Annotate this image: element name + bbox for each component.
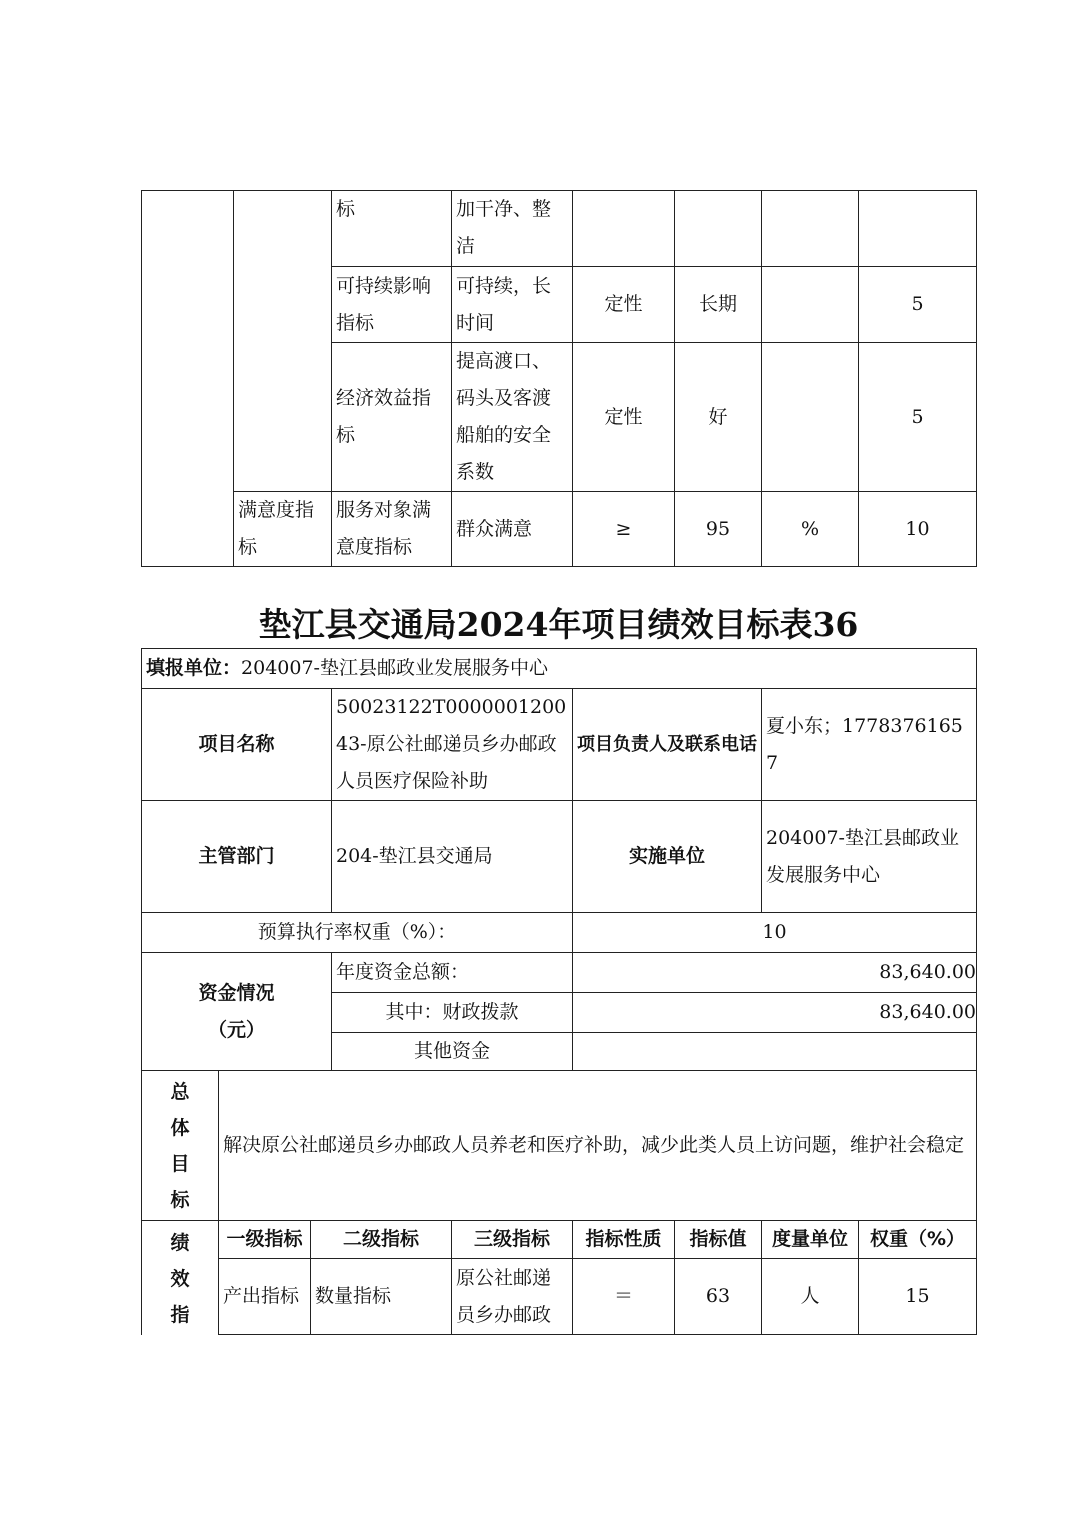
header-weight: 权重（%） [859, 1221, 977, 1259]
cell-value-text: 群众满意 [452, 492, 573, 567]
reporting-unit-label: 填报单位： [146, 657, 242, 679]
funds-label [142, 953, 332, 1071]
overall-goal-char: 目 [170, 1152, 190, 1175]
overall-goal-char: 总 [170, 1080, 190, 1103]
cell-level3: 服务对象满意度指标 [332, 492, 452, 567]
header-level2: 二级指标 [311, 1221, 452, 1259]
row-weight: 15 [859, 1259, 977, 1335]
budget-rate-label: 预算执行率权重（%）： [142, 913, 573, 953]
blank-second-col [234, 191, 332, 492]
perf-label-char: 绩 [170, 1232, 190, 1254]
overall-goal-text: 解决原公社邮递员乡办邮政人员养老和医疗补助，减少此类人员上访问题，维护社会稳定 [219, 1071, 977, 1221]
funds-label-line1: 资金情况 [198, 981, 275, 1004]
cell-nature [573, 191, 675, 267]
cell-nature: ≥ [573, 492, 675, 567]
annual-total-value: 83,640.00 [573, 953, 977, 993]
annual-total-label: 年度资金总额： [332, 953, 573, 993]
cell-weight: 10 [859, 492, 977, 567]
cell-unit [762, 191, 859, 267]
row-value: 63 [675, 1259, 762, 1335]
perf-label-char: 效 [170, 1268, 190, 1290]
cell-level2: 满意度指标 [234, 492, 332, 567]
row-unit: 人 [762, 1259, 859, 1335]
cell-nature: 定性 [573, 343, 675, 492]
fiscal-label: 其中：财政拨款 [332, 993, 573, 1033]
cell-unit: % [762, 492, 859, 567]
perf-indicator-label [142, 1221, 219, 1335]
cell-nature: 定性 [573, 267, 675, 343]
cell-level3: 可持续影响指标 [332, 267, 452, 343]
dept-label: 主管部门 [142, 801, 332, 913]
performance-target-table [141, 648, 977, 1335]
header-level3: 三级指标 [452, 1221, 573, 1259]
page-title: 垫江县交通局2024年项目绩效目标表36 [258, 605, 859, 644]
other-funds-value [573, 1033, 977, 1071]
cell-value: 好 [675, 343, 762, 492]
header-value: 指标值 [675, 1221, 762, 1259]
reporting-unit-row [142, 649, 977, 689]
perf-label-char: 指 [170, 1304, 190, 1326]
dept-value: 204-垫江县交通局 [332, 801, 573, 913]
cell-value: 长期 [675, 267, 762, 343]
row-level1: 产出指标 [219, 1259, 311, 1335]
cell-level3: 标 [332, 191, 452, 267]
overall-goal-char: 标 [170, 1188, 190, 1211]
fiscal-value: 83,640.00 [573, 993, 977, 1033]
funds-label-line2: （元） [207, 1018, 265, 1041]
overall-goal-label [142, 1071, 219, 1221]
row-nature: ＝ [573, 1259, 675, 1335]
cell-weight [859, 191, 977, 267]
cell-value-text: 提高渡口、码头及客渡船舶的安全系数 [452, 343, 573, 492]
cell-value: 95 [675, 492, 762, 567]
project-lead-label: 项目负责人及联系电话 [573, 689, 762, 801]
budget-rate-value: 10 [573, 913, 977, 953]
project-name-label: 项目名称 [142, 689, 332, 801]
header-level1: 一级指标 [219, 1221, 311, 1259]
header-unit: 度量单位 [762, 1221, 859, 1259]
upper-indicator-table [141, 190, 977, 567]
cell-value-text: 可持续，长时间 [452, 267, 573, 343]
row-level3: 原公社邮递员乡办邮政 [452, 1259, 573, 1335]
cell-value-text: 加干净、整洁 [452, 191, 573, 267]
cell-unit [762, 343, 859, 492]
project-name-value: 50023122T000000120043-原公社邮递员乡办邮政人员医疗保险补助 [332, 689, 573, 801]
row-level2: 数量指标 [311, 1259, 452, 1335]
impl-unit-label: 实施单位 [573, 801, 762, 913]
overall-goal-char: 体 [170, 1116, 190, 1139]
cell-weight: 5 [859, 343, 977, 492]
cell-weight: 5 [859, 267, 977, 343]
cell-value [675, 191, 762, 267]
project-lead-value: 夏小东；17783761657 [762, 689, 977, 801]
header-nature: 指标性质 [573, 1221, 675, 1259]
cell-unit [762, 267, 859, 343]
impl-unit-value: 204007-垫江县邮政业发展服务中心 [762, 801, 977, 913]
other-funds-label: 其他资金 [332, 1033, 573, 1071]
reporting-unit-value: 204007-垫江县邮政业发展服务中心 [241, 657, 548, 679]
cell-level3: 经济效益指标 [332, 343, 452, 492]
blank-first-col [142, 191, 234, 567]
